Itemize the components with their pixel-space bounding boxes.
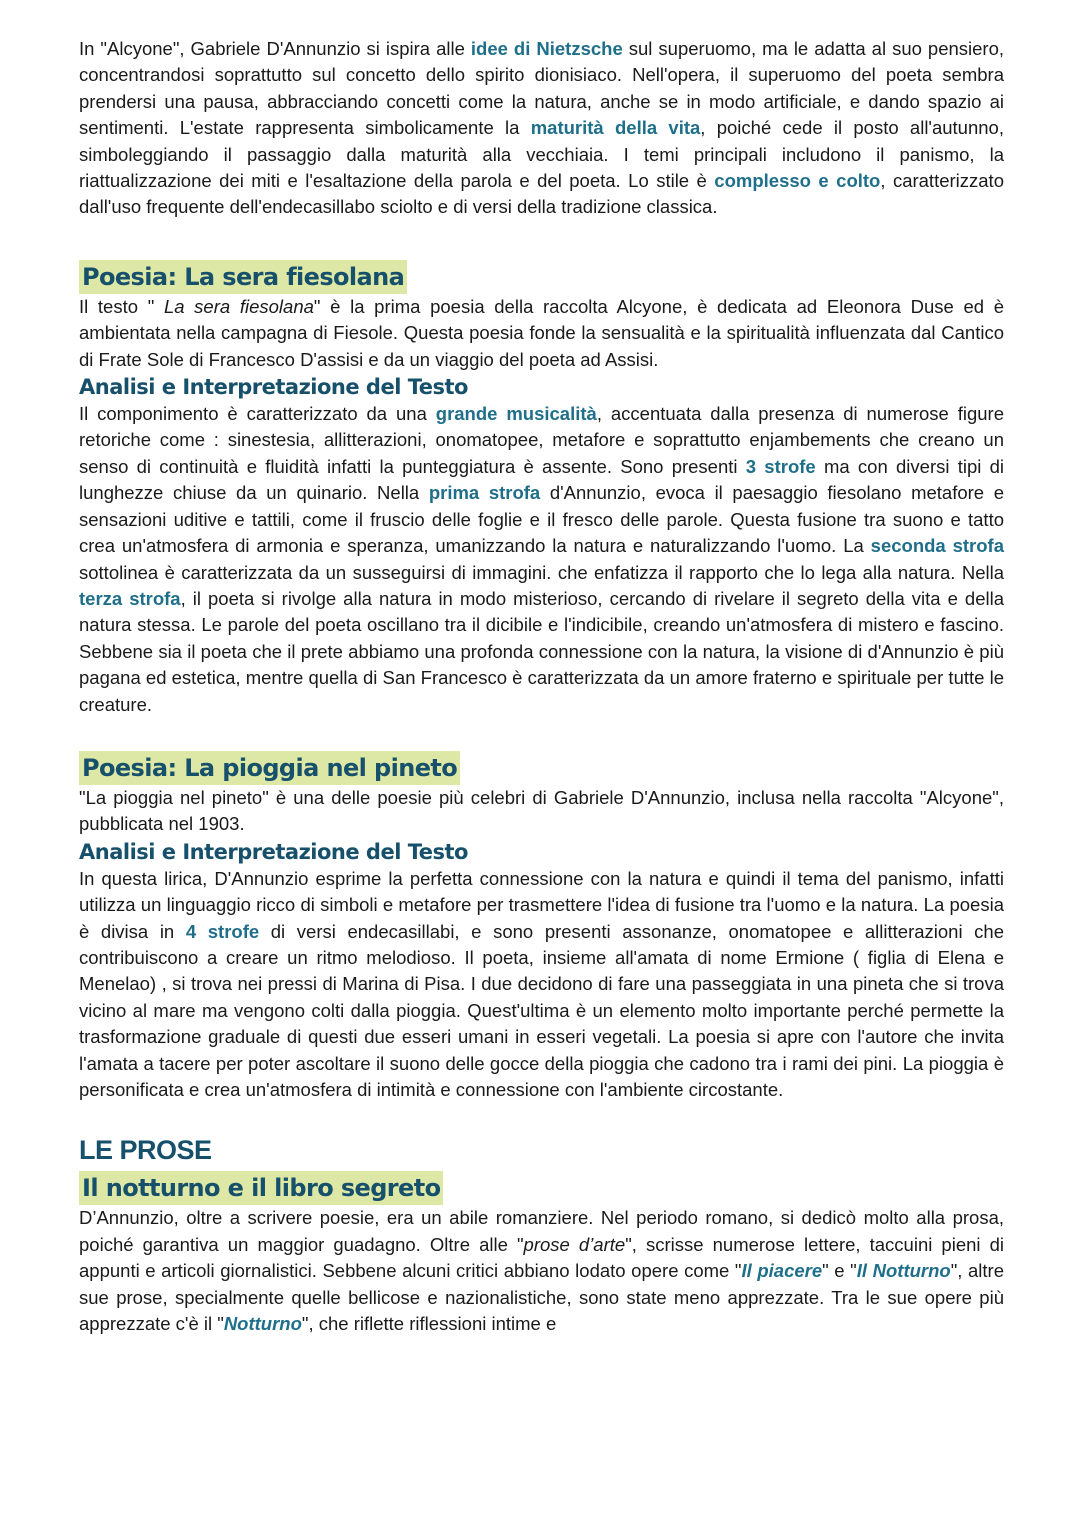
heading-sera-fiesolana: Poesia: La sera fiesolana [79, 260, 407, 294]
highlight-stile: complesso e colto [714, 170, 881, 192]
pioggia-intro-paragraph: "La pioggia nel pineto" è una delle poesie più celebri di Gabriele D'Annunzio, inclusa nella raccolta "Alcyone", pubblicata nel 1903. [79, 786, 1004, 835]
highlight-nietzsche: idee di Nietzsche [470, 38, 623, 59]
sera-intro-paragraph: Il testo " La sera fiesolana" è la prima poesia della raccolta Alcyone, è dedicata ad Eleonora Duse ed è ambientata nella campagna di Fiesole. Questa poesia fonde la sensualità e la spiritualità influenzata dal Cantico di Frate Sole di Francesco D'assisi e da un viaggio del poeta ad Assisi. [79, 295, 1004, 370]
highlight-maturita: maturità della vita [530, 117, 701, 139]
sera-analysis-paragraph: Il componimento è caratterizzato da una grande musicalità, accentuata dalla presenza di numerose figure retoriche come : sinestesia, allitterazioni, onomatopee, metafore e soprattutto enjambements che creano un senso di continuità e fluidità infatti la punteggiatura è assente. Sono presenti 3 strofe ma con diversi tipi di lunghezze chiuse da un quinario. Nella prima strofa d'Annunzio, evoca il paesaggio fiesolano metafore e sensazioni uditive e tattili, come il fruscio delle foglie e il fresco delle parole. Questa fusione tra suono e tatto crea un'atmosfera di armonia e speranza, umanizzando la natura e naturalizzando l'uomo. La seconda strofa sottolinea è caratterizzata da un susseguirsi di immagini. che enfatizza il rapporto che lo lega alla natura. Nella terza strofa, il poeta si rivolge alla natura in modo misterioso, cercando di rivelare il segreto della vita e della natura stessa. Le parole del poeta oscillano tra il dicibile e l'indicibile, creando un'atmosfera di mistero e fascino. Sebbene sia il poeta che il prete abbiamo una profonda connessione con la natura, la visione di d'Annunzio è più pagana ed estetica, mentre quella di San Francesco è caratterizzata da un amore fraterno e spirituale per tutte le creature. [79, 403, 1005, 715]
section-title-prose: LE PROSE [79, 1135, 212, 1166]
subheading-pioggia-analisi: Analisi e Interpretazione del Testo [79, 839, 468, 864]
heading-pioggia-pineto: Poesia: La pioggia nel pineto [79, 751, 460, 785]
prose-paragraph: D’Annunzio, oltre a scrivere poesie, era un abile romanziere. Nel periodo romano, si dedicò molto alla prosa, poiché garantiva un maggior guadagno. Oltre alle "prose d’arte", scrisse numerose lettere, taccuini pieni di appunti e articoli giornalistici. Sebbene alcuni critici abbiano lodato opere come "Il piacere" e "Il Notturno", altre sue prose, specialmente quelle bellicose e nazionalistiche, sono state meno apprezzate. Tra le sue opere più apprezzate c'è il "Notturno", che riflette riflessioni intime e [79, 1207, 1004, 1335]
subheading-sera-analisi: Analisi e Interpretazione del Testo [79, 375, 468, 400]
intro-paragraph: In "Alcyone", Gabriele D'Annunzio si ispira alle idee di Nietzsche sul superuomo, ma le adatta al suo pensiero, concentrandosi soprattutto sul concetto dello spirito dionisiaco. Nell'opera, il superuomo del poeta sembra prendersi una pausa, abbracciando concetti come la natura, anche se in modo artificiale, e dando spazio ai sentimenti. L'estate rappresenta simbolicamente la maturità della vita, poiché cede il posto all'autunno, simboleggiando il passaggio dalla maturità alla vecchiaia. I temi principali includono il panismo, la riattualizzazione dei miti e l'esaltazione della parola e del poeta. Lo stile è complesso e colto, caratterizzato dall'uso frequente dell'endecasillabo sciolto e di versi della tradizione classica. [79, 38, 1005, 218]
heading-notturno: Il notturno e il libro segreto [79, 1171, 443, 1205]
pioggia-analysis-paragraph: In questa lirica, D'Annunzio esprime la perfetta connessione con la natura e quindi il tema del panismo, infatti utilizza un linguaggio ricco di simboli e metafore per trasmettere l'idea di fusione tra l'uomo e la natura. La poesia è divisa in 4 strofe di versi endecasillabi, e sono presenti assonanze, onomatopee e allitterazioni che contribuiscono a creare un ritmo melodioso. Il poeta, insieme all'amata di nome Ermione ( figlia di Elena e Menelao) , si trova nei pressi di Marina di Pisa. I due decidono di fare una passeggiata in una pineta che si trova vicino al mare ma vengono colti dalla pioggia. Quest'ultima è un elemento molto importante perché permette la trasformazione graduale di questi due esseri umani in esseri vegetali. La poesia si apre con l'autore che invita l'amata a tacere per poter ascoltare il suono delle gocce della pioggia che cadono tra i rami dei pini. La pioggia è personificata e crea un'atmosfera di intimità e connessione con l'ambiente circostante. [79, 867, 1005, 1100]
document-page [79, 36, 1004, 1337]
